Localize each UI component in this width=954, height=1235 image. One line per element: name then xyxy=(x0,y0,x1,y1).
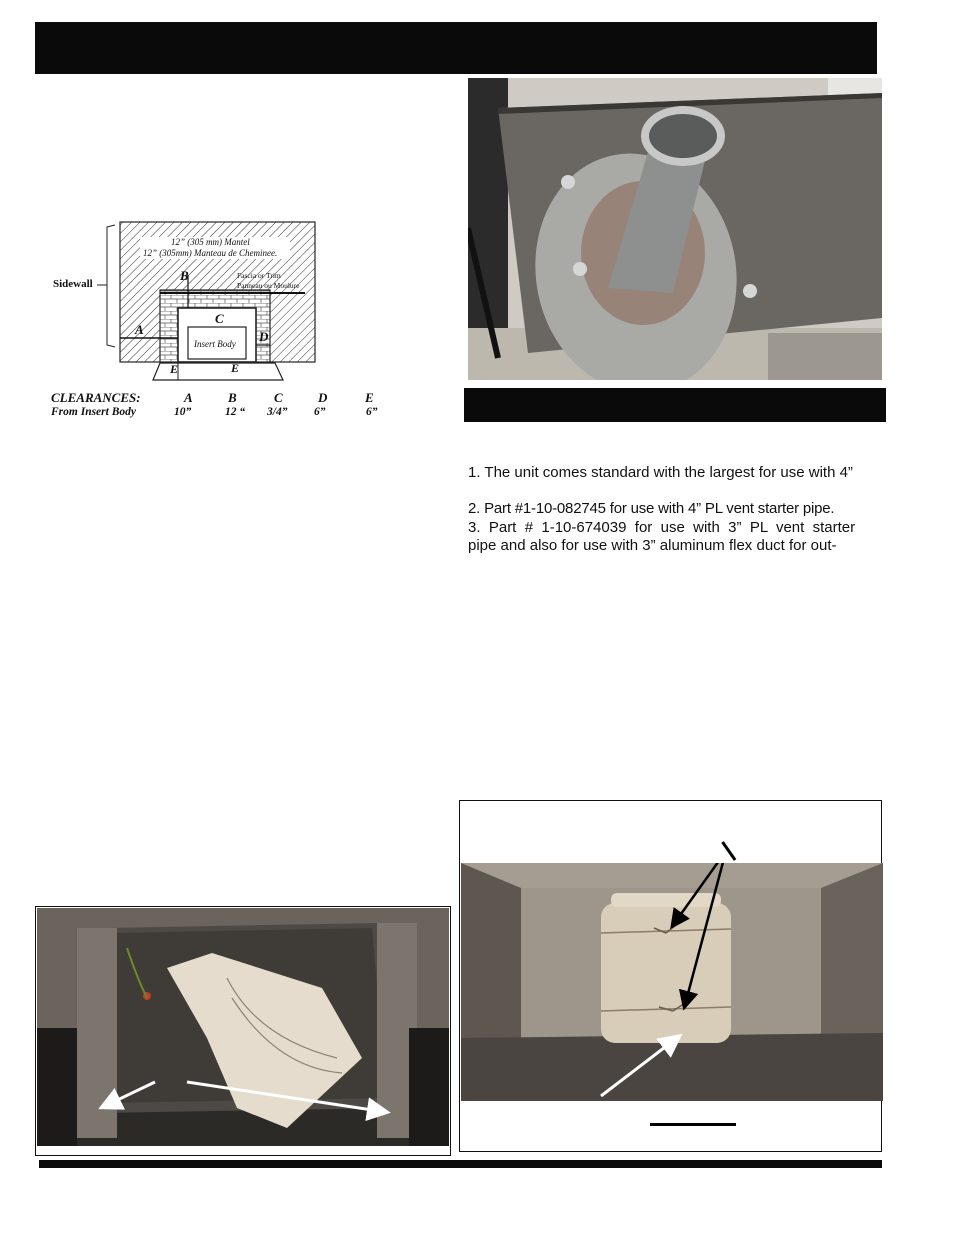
clearance-value-a: 10” xyxy=(174,406,192,418)
section-bar xyxy=(464,388,886,422)
clearance-letter-c: C xyxy=(274,390,283,405)
instruction-line-3b: pipe and also for use with 3” aluminum flex duct for out- xyxy=(468,537,837,554)
caption-underline xyxy=(650,1123,736,1126)
instruction-line-1: 1. The unit comes standard with the largest for use with 4” xyxy=(468,464,853,481)
blanket-wrapped-pipe-photo xyxy=(461,863,883,1101)
clearance-value-b: 12 “ xyxy=(225,406,246,418)
mantel-label: 12” (305 mm) Mantel xyxy=(171,237,250,247)
fascia-label-fr: Panneau ou Moulure xyxy=(237,281,300,290)
section-bar-title xyxy=(464,396,474,413)
exhaust-adapter-photo xyxy=(468,78,882,380)
clearance-letter-d: D xyxy=(318,390,328,405)
fascia-label: Fascia or Trim xyxy=(237,271,281,280)
white-pointer-arrows xyxy=(37,908,449,1146)
instruction-line-3a: 3. Part # 1-10-674039 for use with 3” PL vent starter xyxy=(468,519,856,536)
blanket-on-base-photo xyxy=(37,908,449,1146)
clearances-subtitle: From Insert Body xyxy=(51,406,136,418)
header-bar xyxy=(35,22,877,74)
sidewall-label: Sidewall xyxy=(53,278,93,290)
clearance-value-e: 6” xyxy=(366,406,378,418)
clearance-letter-e: E xyxy=(365,390,374,405)
letter-d: D xyxy=(259,329,269,344)
letter-e-left: E xyxy=(170,362,179,376)
clearance-value-c: 3/4” xyxy=(267,406,288,418)
clearance-letter-a: A xyxy=(184,390,193,405)
insert-body-label: Insert Body xyxy=(194,339,236,349)
letter-b: B xyxy=(180,268,189,283)
pointer-arrows xyxy=(461,863,883,1101)
letter-a: A xyxy=(135,322,144,337)
clearance-letter-b: B xyxy=(228,390,237,405)
clearances-title: CLEARANCES: xyxy=(51,390,141,405)
header-title xyxy=(35,38,47,58)
clearance-diagram xyxy=(45,215,415,430)
instruction-line-2: 2. Part #1-10-082745 for use with 4” PL vent starter pipe. xyxy=(468,500,835,517)
letter-e-right: E xyxy=(231,361,240,375)
clearance-value-d: 6” xyxy=(314,406,326,418)
letter-c: C xyxy=(215,311,224,326)
mantel-label-fr: 12” (305mm) Manteau de Cheminee. xyxy=(143,248,278,258)
footer-bar xyxy=(39,1160,882,1168)
